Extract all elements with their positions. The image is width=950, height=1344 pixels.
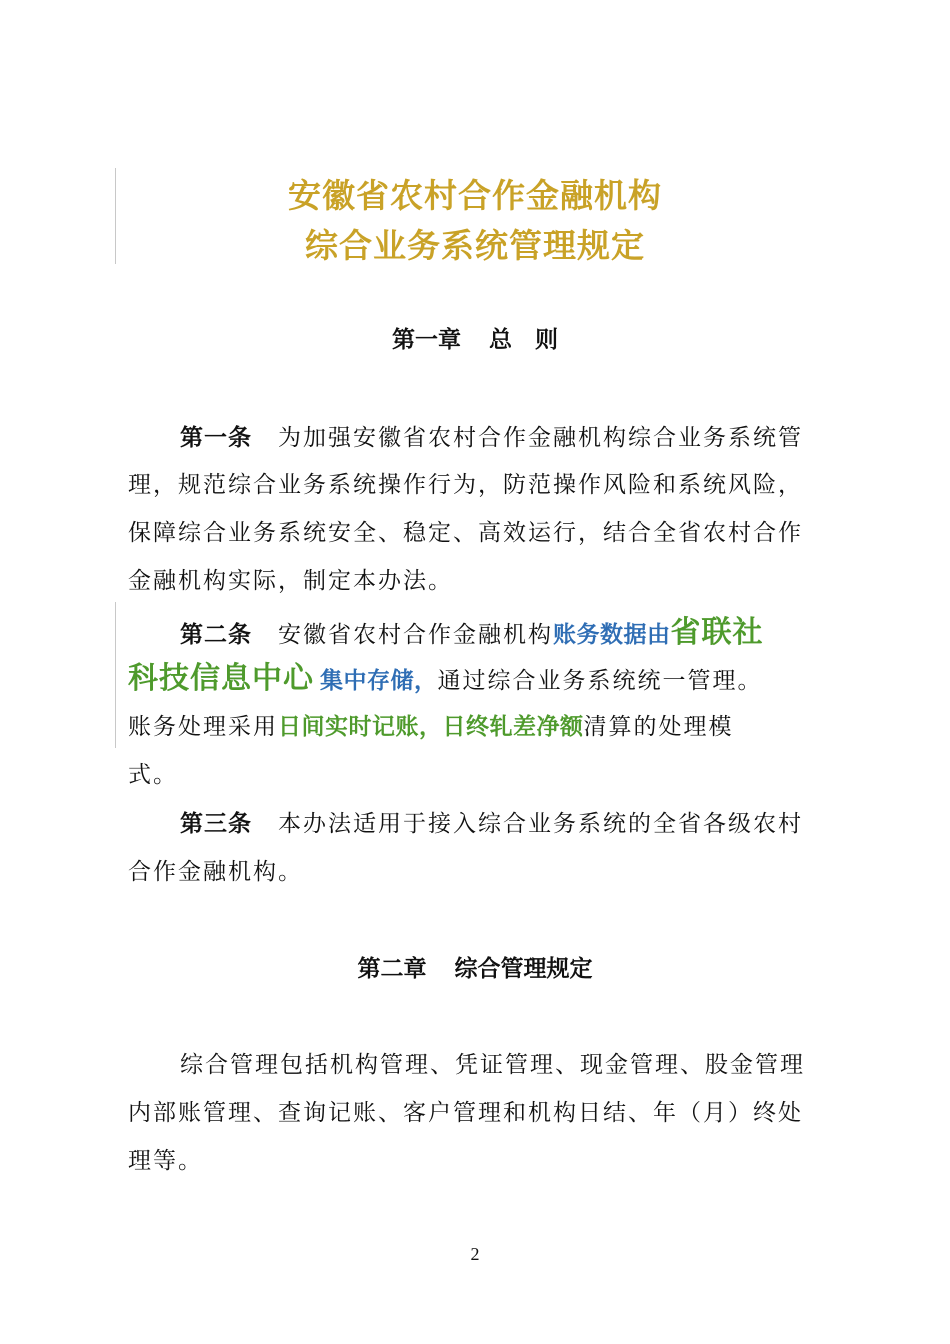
- article-2-highlight-green-c: 日间实时记账，日终轧差净额: [278, 714, 584, 740]
- chapter-1-number: 第一章: [392, 327, 461, 353]
- chapter-1-name: 总 则: [489, 327, 558, 353]
- article-3-number: 第三条: [180, 811, 252, 837]
- article-1-text-1: 为加强安徽省农村合作金融机构综合业务系统管: [278, 425, 803, 451]
- article-2-line-3: [128, 712, 808, 742]
- article-2-line-1: [180, 615, 808, 650]
- article-1-line-1: [180, 423, 808, 453]
- article-3-line-1: [180, 809, 808, 839]
- document-title-line-2: 综合业务系统管理规定: [305, 226, 645, 265]
- chapter-2-name: 综合管理规定: [454, 956, 593, 982]
- article-2-line-4: 式。: [128, 762, 178, 788]
- chapter-2-number: 第二章: [357, 956, 427, 982]
- chapter-2-intro-line-1: 综合管理包括机构管理、凭证管理、现金管理、股金管理: [180, 1052, 805, 1078]
- article-2-highlight-green-a: 省联社: [670, 615, 764, 650]
- article-2-text-d: 清算的处理模: [583, 714, 734, 740]
- article-2-text-b: 通过综合业务系统统一管理。: [437, 668, 763, 694]
- chapter-2-intro-line-2: 内部账管理、查询记账、客户管理和机构日结、年（月）终处: [128, 1100, 803, 1126]
- document-title-line-1: 安徽省农村合作金融机构: [288, 176, 662, 215]
- article-2-highlight-green-b: 科技信息中心: [128, 661, 314, 696]
- article-3-line-2: 合作金融机构。: [128, 859, 303, 885]
- margin-rule-middle: [115, 602, 116, 748]
- chapter-2-heading: [0, 954, 950, 984]
- article-1-number: 第一条: [180, 425, 252, 451]
- article-1-line-3: 保障综合业务系统安全、稳定、高效运行，结合全省农村合作: [128, 520, 803, 546]
- article-2-text-c: 账务处理采用: [128, 714, 278, 740]
- article-1-line-2: 理，规范综合业务系统操作行为，防范操作风险和系统风险，: [128, 472, 803, 498]
- article-2-line-2: [128, 661, 808, 696]
- chapter-1-heading: [0, 325, 950, 355]
- chapter-2-intro-line-3: 理等。: [128, 1148, 203, 1174]
- article-2-highlight-blue-b: 集中存储，: [320, 668, 438, 694]
- page-number: 2: [470, 1244, 480, 1264]
- article-1-line-4: 金融机构实际，制定本办法。: [128, 568, 453, 594]
- article-3-text-1: 本办法适用于接入综合业务系统的全省各级农村: [278, 811, 803, 837]
- article-2-text-a: 安徽省农村合作金融机构: [278, 622, 553, 648]
- article-2-number: 第二条: [180, 622, 252, 648]
- article-2-highlight-blue-a: 账务数据由: [553, 622, 671, 648]
